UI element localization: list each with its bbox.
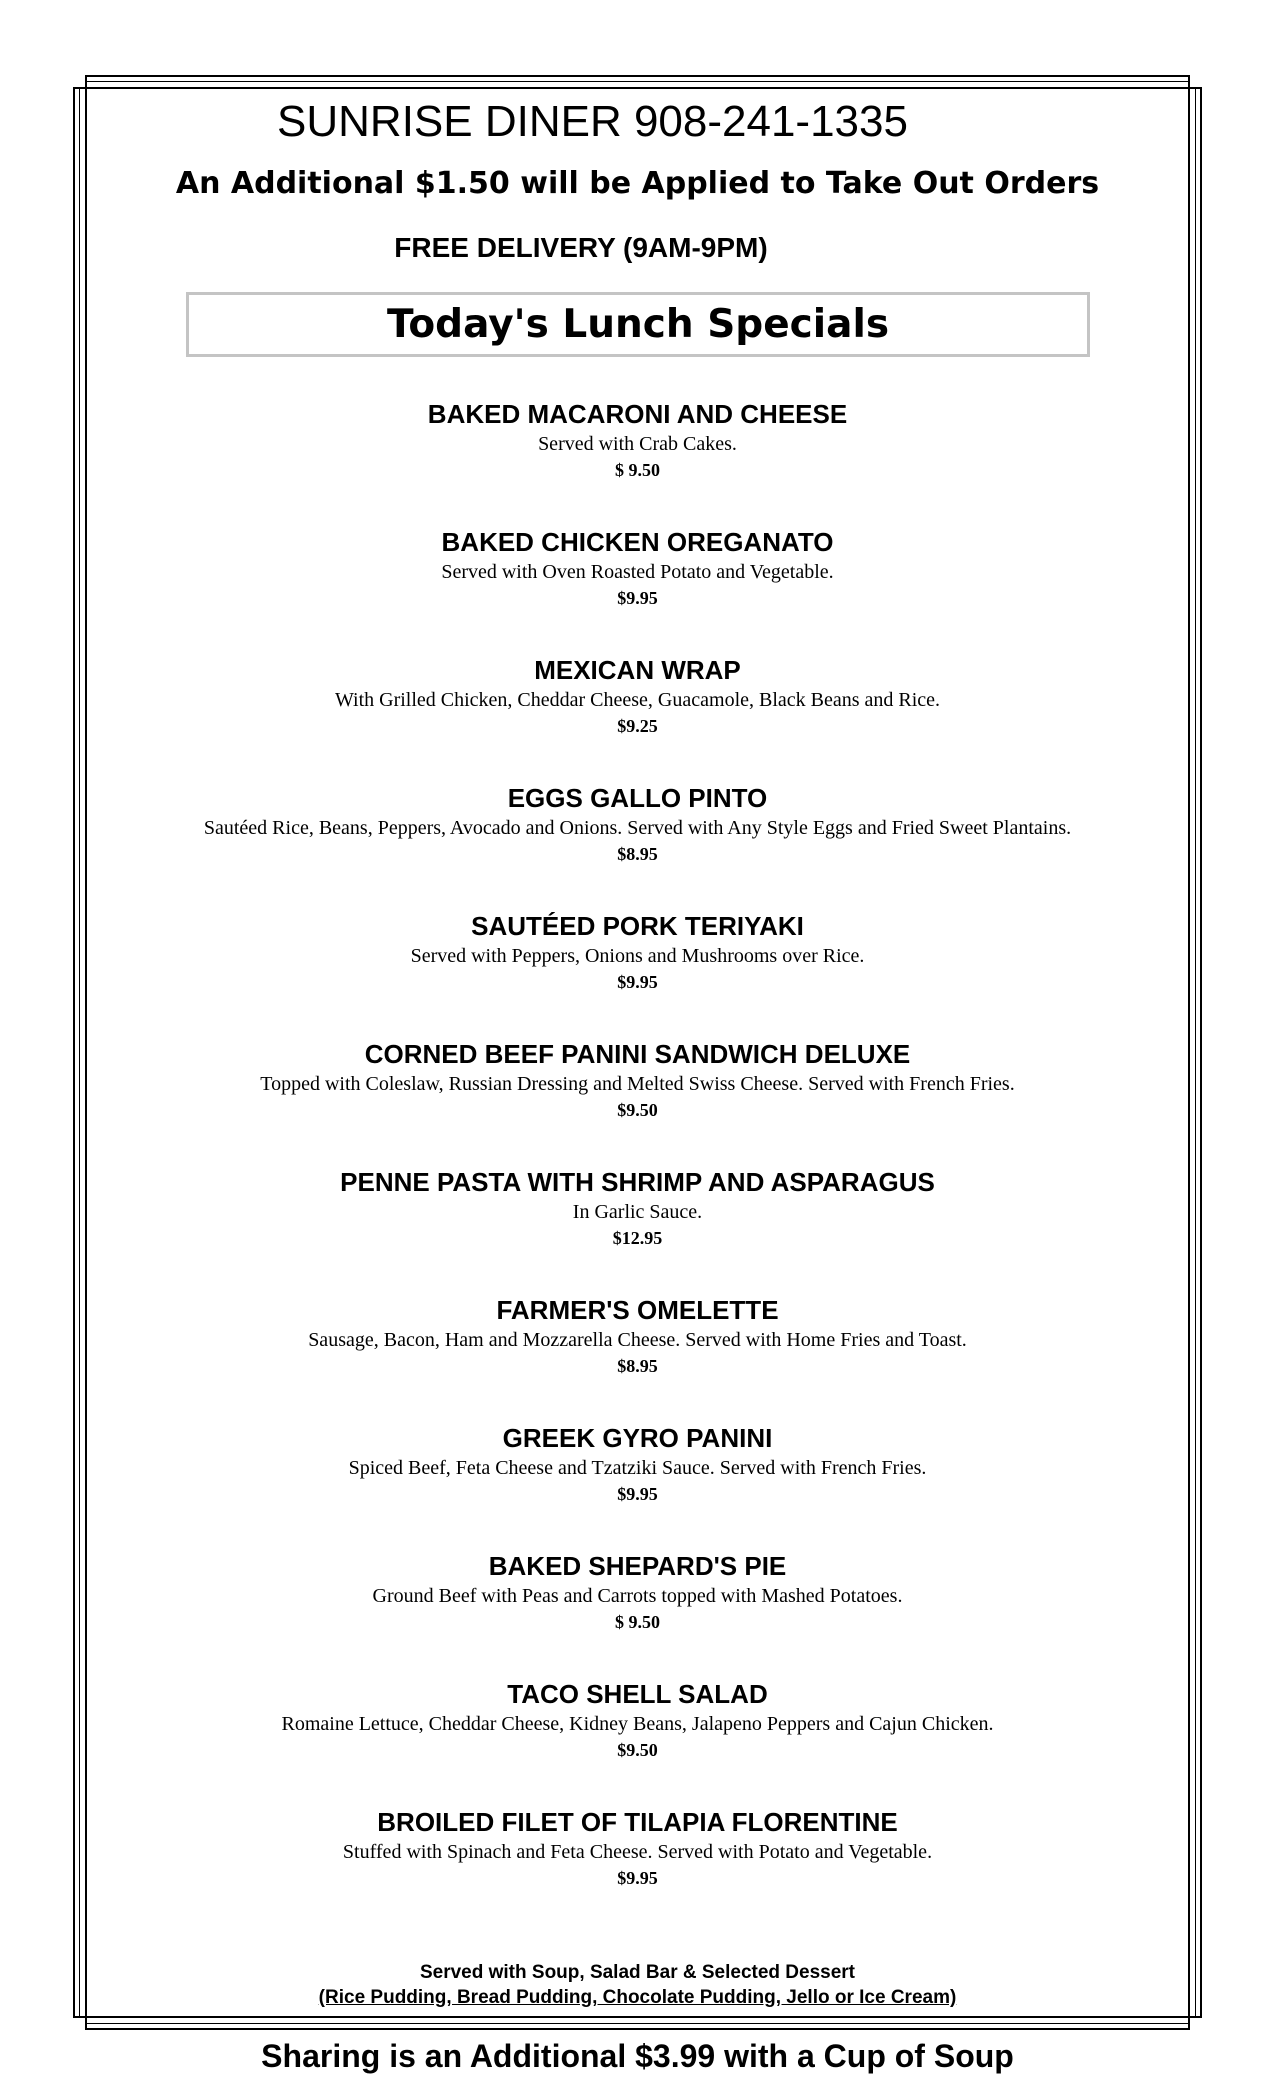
menu-item-description: Sausage, Bacon, Ham and Mozzarella Cheese. Served with Home Fries and Toast. [308,1329,967,1351]
menu-item-description: Topped with Coleslaw, Russian Dressing and Melted Swiss Cheese. Served with French Fries. [260,1073,1015,1095]
menu-item-price: $9.25 [617,716,658,736]
menu-item-description: Stuffed with Spinach and Feta Cheese. Served with Potato and Vegetable. [342,1841,933,1863]
menu-item [150,782,1125,866]
menu-item-description: Ground Beef with Peas and Carrots topped with Mashed Potatoes. [372,1585,903,1607]
menu-item [150,398,1125,482]
menu-item-description: In Garlic Sauce. [572,1201,703,1223]
menu-item-price: $9.50 [617,1100,658,1120]
menu-item [150,654,1125,738]
menu-item-description: Sautéed Rice, Beans, Peppers, Avocado and Onions. Served with Any Style Eggs and Fried Sweet Plantains. [203,817,1072,839]
delivery-notice: FREE DELIVERY (9AM-9PM) [394,232,768,263]
menu-item [150,910,1125,994]
menu-item-price: $9.95 [617,1484,658,1504]
border-corner-top-right [1188,75,1202,89]
menu-item-name: FARMER'S OMELETTE [496,1295,779,1325]
menu-items [150,398,1125,1934]
menu-item-description: Served with Crab Cakes. [538,433,737,455]
menu-item-name: SAUTÉED PORK TERIYAKI [471,911,804,941]
served-with-note [0,1960,1275,2010]
menu-item [150,1166,1125,1250]
menu-item-price: $9.95 [617,1868,658,1888]
menu-item [150,1422,1125,1506]
menu-item-name: MEXICAN WRAP [534,655,741,685]
specials-title: Today's Lunch Specials [386,301,890,347]
menu-item [150,1294,1125,1378]
menu-item [150,1038,1125,1122]
menu-item [150,526,1125,610]
menu-item-price: $9.95 [617,972,658,992]
sharing-notice: Sharing is an Additional $3.99 with a Cup of Soup [261,2038,1014,2074]
menu-item [150,1806,1125,1890]
menu-item-price: $ 9.50 [615,1612,660,1632]
menu-item-description: Served with Oven Roasted Potato and Vegetable. [441,561,834,583]
diner-name-phone: SUNRISE DINER 908-241-1335 [277,97,908,146]
menu-item-price: $9.95 [617,588,658,608]
served-with-text: Served with Soup, Salad Bar & Selected Dessert [419,1962,856,1983]
border-corner-top-left [73,75,87,89]
menu-item-price: $9.50 [617,1740,658,1760]
menu-item-name: PENNE PASTA WITH SHRIMP AND ASPARAGUS [340,1167,935,1197]
menu-item-description: Spiced Beef, Feta Cheese and Tzatziki Sauce. Served with French Fries. [348,1457,927,1479]
border-corner-bottom-left [73,2016,87,2030]
menu-item-price: $8.95 [617,844,658,864]
menu-item-name: BROILED FILET OF TILAPIA FLORENTINE [377,1807,898,1837]
menu-item-name: BAKED MACARONI AND CHEESE [427,399,848,429]
menu-item-name: GREEK GYRO PANINI [502,1423,773,1453]
menu-item-description: Romaine Lettuce, Cheddar Cheese, Kidney Beans, Jalapeno Peppers and Cajun Chicken. [281,1713,994,1735]
menu-item-price: $8.95 [617,1356,658,1376]
menu-item [150,1550,1125,1634]
menu-item-name: CORNED BEEF PANINI SANDWICH DELUXE [364,1039,911,1069]
menu-item-description: With Grilled Chicken, Cheddar Cheese, Guacamole, Black Beans and Rice. [334,689,941,711]
specials-title-box [186,292,1090,357]
menu-item-description: Served with Peppers, Onions and Mushrooms over Rice. [410,945,865,967]
menu-item-price: $ 9.50 [615,460,660,480]
dessert-choices: (Rice Pudding, Bread Pudding, Chocolate Pudding, Jello or Ice Cream) [318,1987,957,2008]
menu-item-name: BAKED CHICKEN OREGANATO [441,527,834,557]
takeout-notice: An Additional $1.50 will be Applied to Take Out Orders [175,166,1100,201]
menu-item [150,1678,1125,1762]
menu-item-price: $12.95 [612,1228,663,1248]
menu-item-name: BAKED SHEPARD'S PIE [488,1551,787,1581]
menu-item-name: TACO SHELL SALAD [507,1679,768,1709]
menu-item-name: EGGS GALLO PINTO [507,783,768,813]
border-corner-bottom-right [1188,2016,1202,2030]
